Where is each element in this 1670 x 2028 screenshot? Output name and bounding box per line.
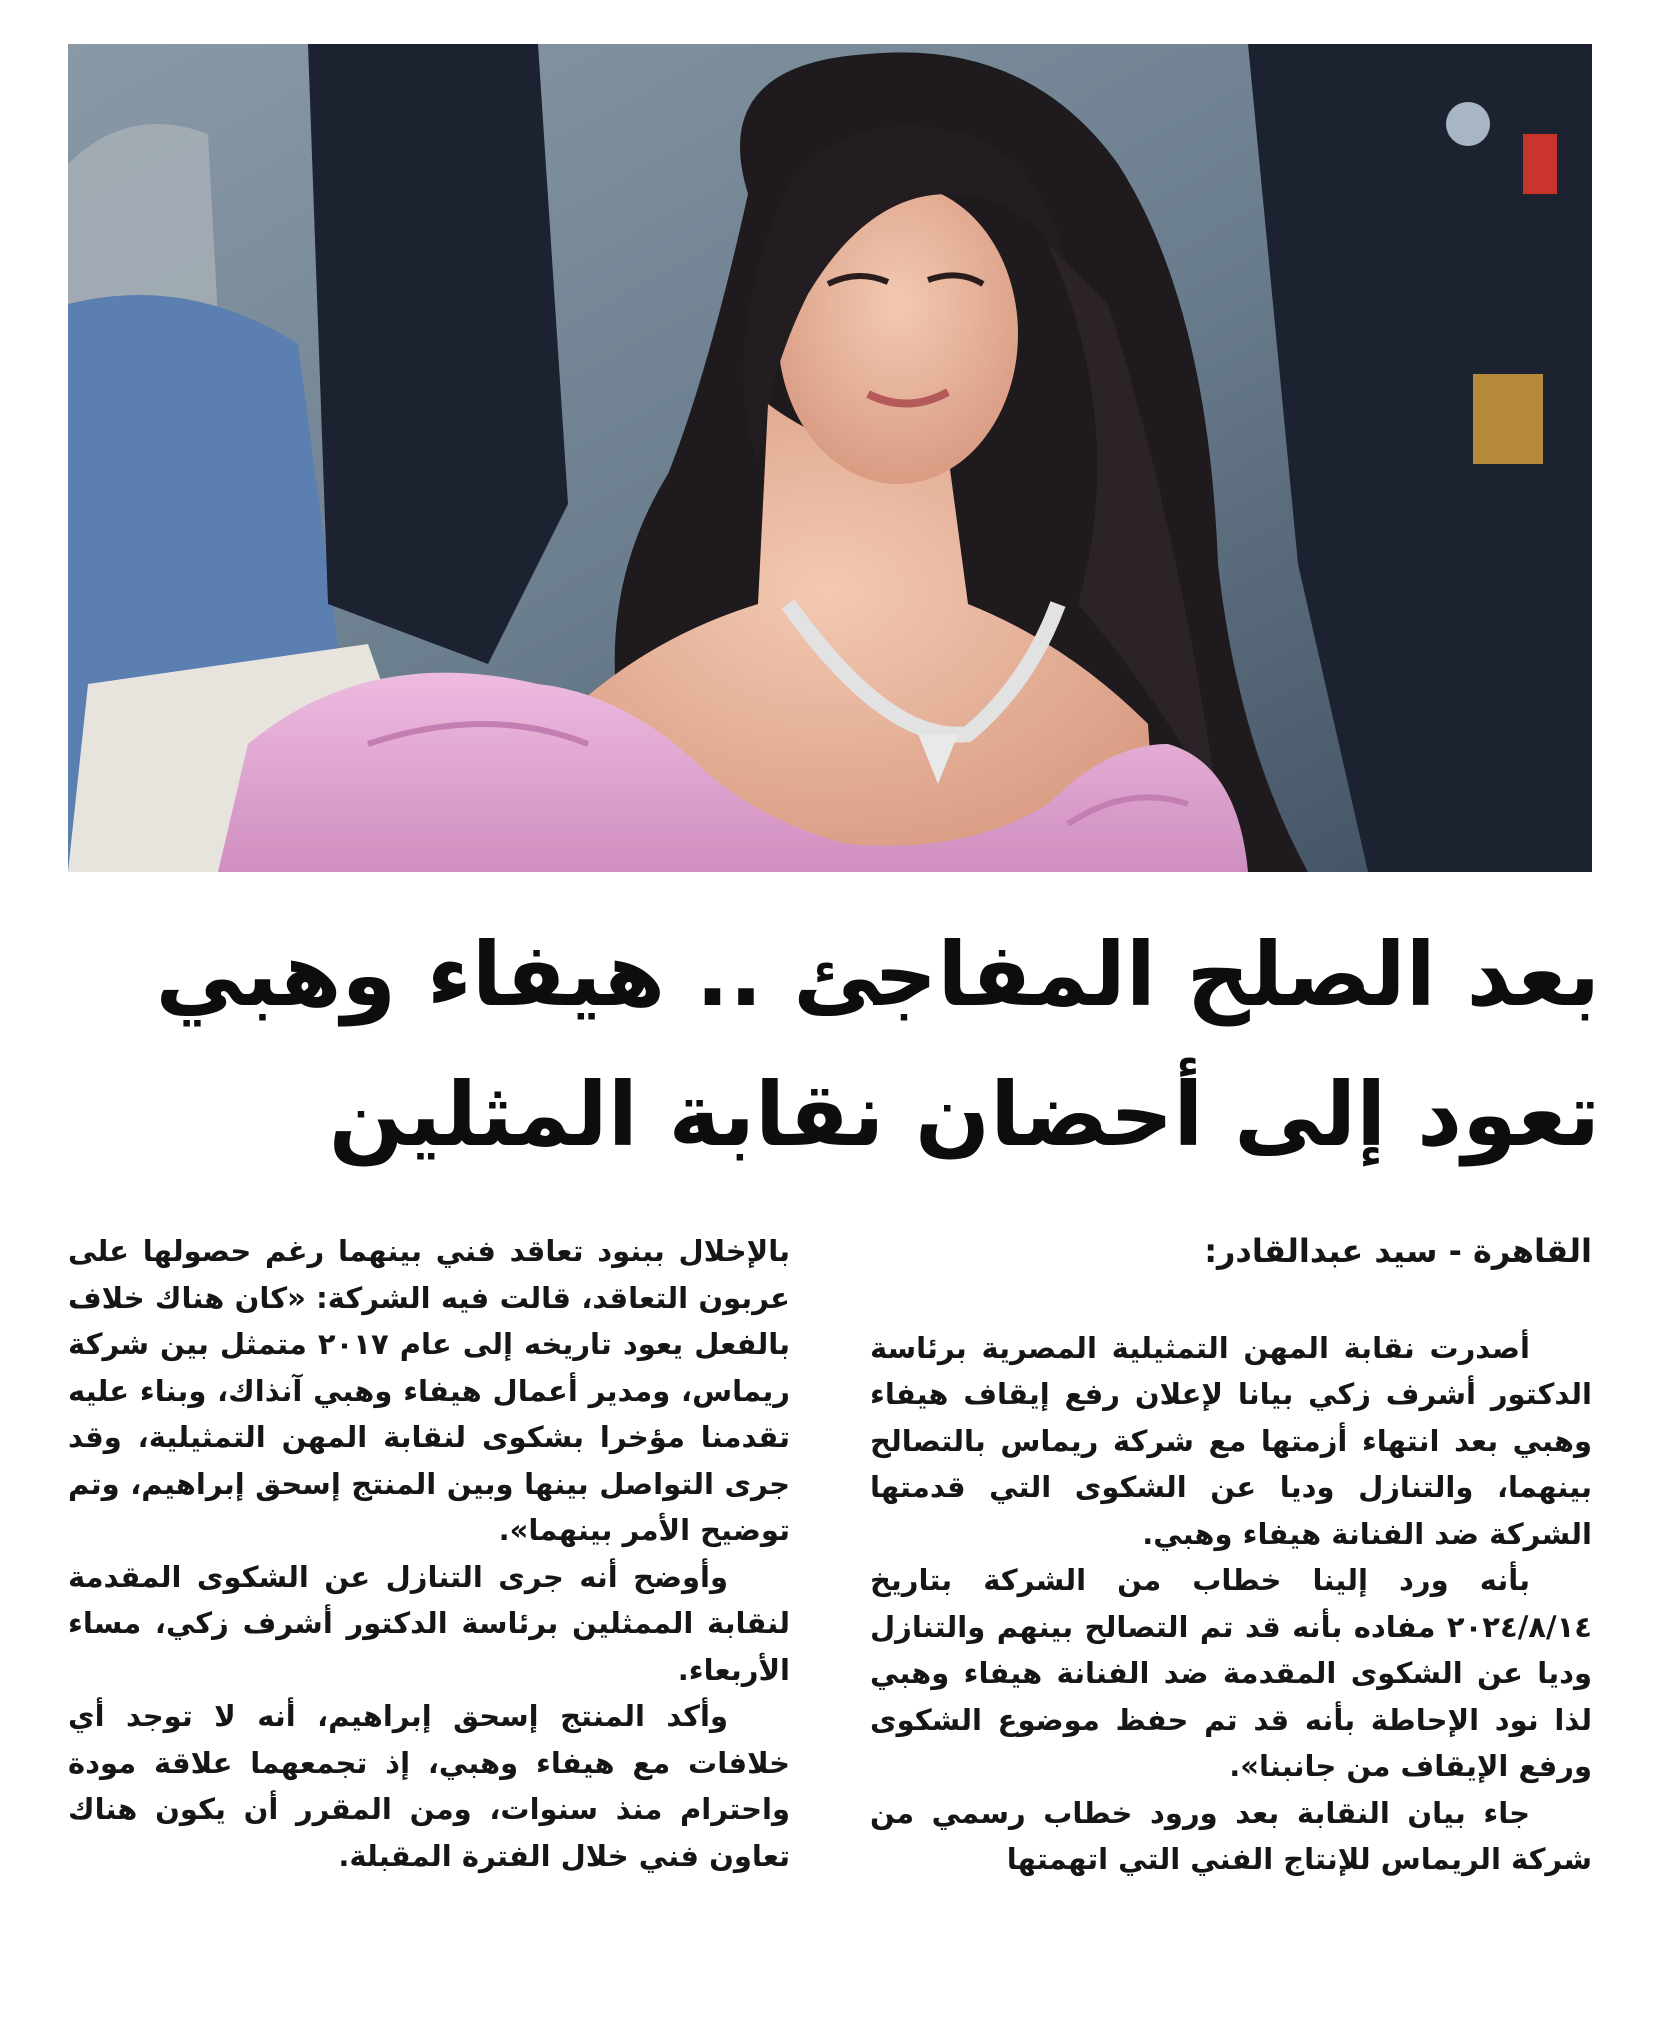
paragraph: بالإخلال ببنود تعاقد فني بينهما رغم حصولها على عربون التعاقد، قالت فيه الشركة: «كان هناك خلاف بالفعل يعود تاريخه إلى عام ٢٠١٧ متمثل بين شركة ريماس، ومدير أعمال هيفاء وهبي آنذاك، وبناء عليه تقدمنا مؤخرا بشكوى لنقابة المهن التمثيلية، وقد جرى التواصل بينها وبين المنتج إسحق إبراهيم، وتم توضيح الأمر بينهما». bbox=[68, 1234, 790, 1547]
article-column-right bbox=[870, 1228, 1592, 1883]
paragraph: وأكد المنتج إسحق إبراهيم، أنه لا توجد أي خلافات مع هيفاء وهبي، إذ تجمعهما علاقة مودة واحترام منذ سنوات، ومن المقرر أن يكون هناك تعاون فني خلال الفترة المقبلة. bbox=[68, 1699, 790, 1873]
uniform-insignia bbox=[1473, 374, 1543, 464]
headline-line-2: تعود إلى أحضان نقابة المثلين bbox=[328, 1063, 1600, 1166]
paragraph: جاء بيان النقابة بعد ورود خطاب رسمي من شركة الريماس للإنتاج الفني التي اتهمتها bbox=[870, 1795, 1592, 1876]
paragraph: بأنه ورد إلينا خطاب من الشركة بتاريخ ٢٠٢٤/٨/١٤ مفاده بأنه قد تم التصالح بينهم والتنازل وديا عن الشكوى المقدمة ضد الفنانة هيفاء وهبي لذا نود الإحاطة بأنه قد تم حفظ موضوع الشكوى ورفع الإيقاف من جانبنا». bbox=[870, 1563, 1592, 1783]
photo-illustration bbox=[68, 44, 1592, 872]
headline-line-1: بعد الصلح المفاجئ .. هيفاء وهبي bbox=[155, 923, 1600, 1026]
headline bbox=[60, 905, 1600, 1185]
paragraph: وأوضح أنه جرى التنازل عن الشكوى المقدمة لنقابة الممثلين برئاسة الدكتور أشرف زكي، مساء الأربعاء. bbox=[68, 1559, 790, 1687]
paragraph: أصدرت نقابة المهن التمثيلية المصرية برئاسة الدكتور أشرف زكي بيانا لإعلان رفع إيقاف هيفاء وهبي بعد انتهاء أزمتها مع شركة ريماس بالتصالح بينهما، والتنازل وديا عن الشكوى التي قدمتها الشركة ضد الفنانة هيفاء وهبي. bbox=[870, 1330, 1592, 1551]
article-column-left bbox=[68, 1228, 790, 1879]
byline: القاهرة - سيد عبدالقادر: bbox=[1204, 1232, 1592, 1270]
article-photo bbox=[68, 44, 1592, 872]
